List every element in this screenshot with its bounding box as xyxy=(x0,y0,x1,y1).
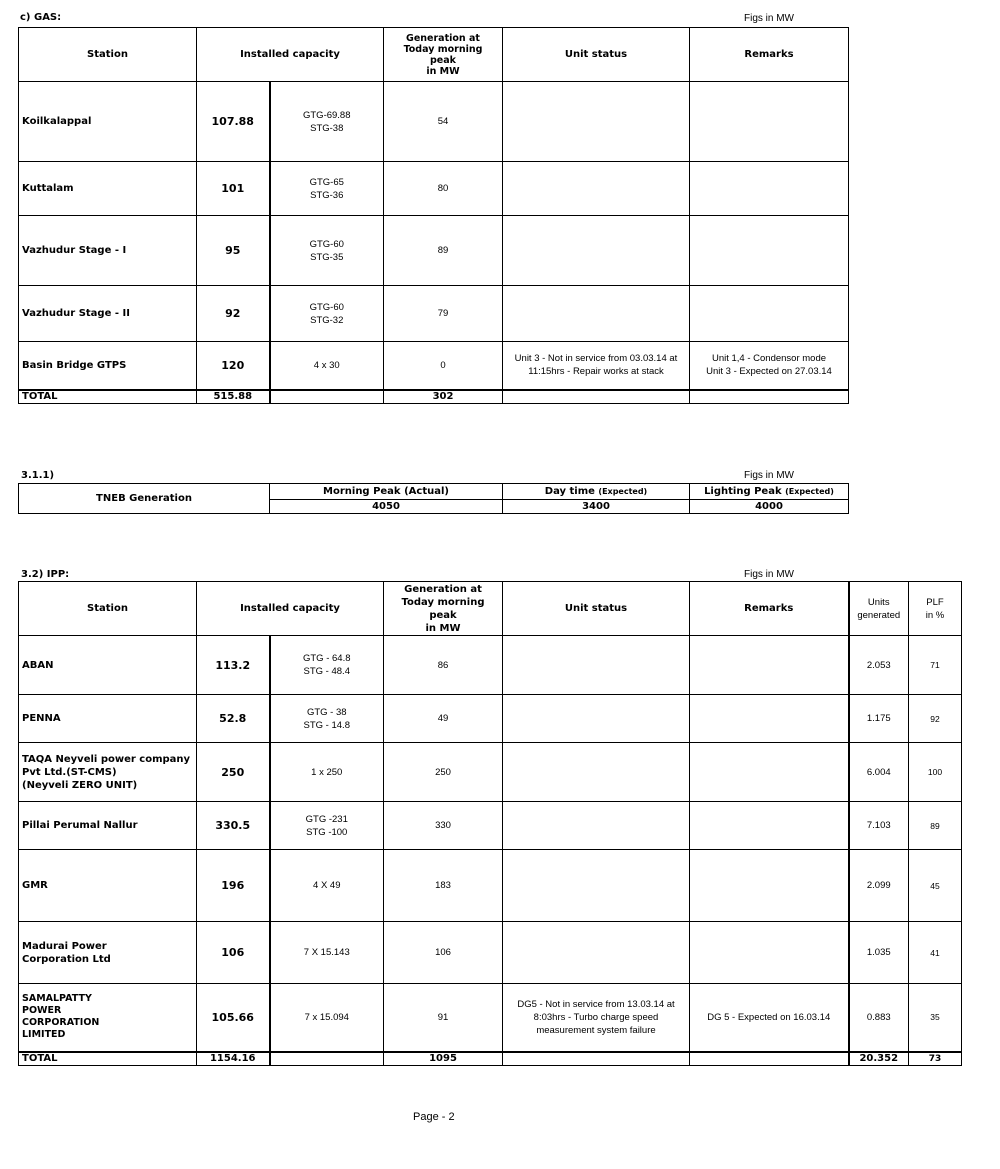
capacity-split: GTG-65 STG-36 xyxy=(270,162,384,216)
tneb-generation-label: TNEB Generation xyxy=(19,484,270,514)
lighting-peak-header xyxy=(690,484,849,500)
plf-value: 41 xyxy=(909,922,962,984)
station-name: PENNA xyxy=(19,695,197,743)
table-row xyxy=(19,802,962,850)
remarks xyxy=(690,850,849,922)
station-name: Pillai Perumal Nallur xyxy=(19,802,197,850)
ipp-figs-note: Figs in MW xyxy=(744,569,794,580)
installed-capacity: 95 xyxy=(197,216,270,286)
units-generated: 0.883 xyxy=(849,984,909,1052)
remarks xyxy=(690,162,849,216)
unit-status xyxy=(503,82,690,162)
station-name: TAQA Neyveli power company Pvt Ltd.(ST-CMS) (Neyveli ZERO UNIT) xyxy=(19,743,197,802)
unit-status: DG5 - Not in service from 13.03.14 at 8:03hrs - Turbo charge speed measurement system failure xyxy=(503,984,690,1052)
installed-capacity: 330.5 xyxy=(197,802,270,850)
remarks xyxy=(690,802,849,850)
ipp-header-generation: Generation at Today morning peak in MW xyxy=(384,582,503,636)
table-row xyxy=(19,695,962,743)
station-name: Madurai Power Corporation Ltd xyxy=(19,922,197,984)
station-name: Koilkalappal xyxy=(19,82,197,162)
generation-value: 330 xyxy=(384,802,503,850)
gas-header-generation: Generation at Today morning peak in MW xyxy=(384,28,503,82)
page-number: Page - 2 xyxy=(413,1111,455,1123)
plf-value: 89 xyxy=(909,802,962,850)
ipp-header-units: Units generated xyxy=(849,582,909,636)
capacity-split: 4 x 30 xyxy=(270,342,384,390)
generation-value: 79 xyxy=(384,286,503,342)
station-name: SAMALPATTY POWER CORPORATION LIMITED xyxy=(19,984,197,1052)
morning-peak-header xyxy=(270,484,503,500)
table-row xyxy=(19,342,849,390)
gas-section-title: c) GAS: xyxy=(20,12,62,23)
installed-capacity: 196 xyxy=(197,850,270,922)
remarks xyxy=(690,286,849,342)
capacity-split: 7 x 15.094 xyxy=(270,984,384,1052)
units-generated: 2.099 xyxy=(849,850,909,922)
morning-peak-label: Morning Peak xyxy=(323,486,401,497)
gas-header-installed: Installed capacity xyxy=(197,28,384,82)
ipp-header-installed: Installed capacity xyxy=(197,582,384,636)
ipp-header-plf: PLF in % xyxy=(909,582,962,636)
table-row xyxy=(19,743,962,802)
day-time-header xyxy=(503,484,690,500)
lighting-peak-sub: (Expected) xyxy=(785,487,834,496)
unit-status xyxy=(503,286,690,342)
generation-value: 86 xyxy=(384,636,503,695)
remarks xyxy=(690,922,849,984)
capacity-split: 4 X 49 xyxy=(270,850,384,922)
remarks xyxy=(690,743,849,802)
units-generated: 2.053 xyxy=(849,636,909,695)
capacity-split: 7 X 15.143 xyxy=(270,922,384,984)
station-name: Kuttalam xyxy=(19,162,197,216)
unit-status xyxy=(503,922,690,984)
unit-status xyxy=(503,636,690,695)
unit-status xyxy=(503,695,690,743)
installed-capacity: 120 xyxy=(197,342,270,390)
day-time-sub: (Expected) xyxy=(598,487,648,496)
table-row xyxy=(19,82,849,162)
generation-value: 49 xyxy=(384,695,503,743)
table-row xyxy=(19,984,962,1052)
ipp-table xyxy=(18,581,962,1066)
day-time-label: Day time xyxy=(544,486,595,497)
table-row xyxy=(19,162,849,216)
installed-capacity: 113.2 xyxy=(197,636,270,695)
total-generation: 302 xyxy=(384,390,503,404)
installed-capacity: 107.88 xyxy=(197,82,270,162)
empty-cell xyxy=(270,1052,384,1066)
gas-table xyxy=(18,27,849,404)
plf-value: 35 xyxy=(909,984,962,1052)
remarks xyxy=(690,636,849,695)
installed-capacity: 92 xyxy=(197,286,270,342)
empty-cell xyxy=(503,1052,690,1066)
ipp-header-remarks: Remarks xyxy=(690,582,849,636)
empty-cell xyxy=(270,390,384,404)
plf-value: 71 xyxy=(909,636,962,695)
capacity-split: GTG-69.88 STG-38 xyxy=(270,82,384,162)
plf-value: 100 xyxy=(909,743,962,802)
lighting-peak-label: Lighting Peak xyxy=(704,486,782,497)
empty-cell xyxy=(690,390,849,404)
morning-peak-value: 4050 xyxy=(270,500,503,514)
units-generated: 6.004 xyxy=(849,743,909,802)
remarks xyxy=(690,82,849,162)
remarks: DG 5 - Expected on 16.03.14 xyxy=(690,984,849,1052)
units-generated: 1.035 xyxy=(849,922,909,984)
station-name: Vazhudur Stage - II xyxy=(19,286,197,342)
plf-value: 45 xyxy=(909,850,962,922)
empty-cell xyxy=(690,1052,849,1066)
total-units: 20.352 xyxy=(849,1052,909,1066)
station-name: GMR xyxy=(19,850,197,922)
unit-status xyxy=(503,216,690,286)
capacity-split: GTG -231 STG -100 xyxy=(270,802,384,850)
generation-value: 183 xyxy=(384,850,503,922)
unit-status: Unit 3 - Not in service from 03.03.14 at 11:15hrs - Repair works at stack xyxy=(503,342,690,390)
installed-capacity: 106 xyxy=(197,922,270,984)
gas-header-remarks: Remarks xyxy=(690,28,849,82)
total-row xyxy=(19,390,849,404)
total-label: TOTAL xyxy=(19,1052,197,1066)
remarks xyxy=(690,216,849,286)
ipp-header-unit-status: Unit status xyxy=(503,582,690,636)
unit-status xyxy=(503,162,690,216)
morning-peak-sub: (Actual) xyxy=(404,486,449,497)
station-name: ABAN xyxy=(19,636,197,695)
capacity-split: 1 x 250 xyxy=(270,743,384,802)
installed-capacity: 52.8 xyxy=(197,695,270,743)
ipp-header-station: Station xyxy=(19,582,197,636)
remarks: Unit 1,4 - Condensor mode Unit 3 - Expected on 27.03.14 xyxy=(690,342,849,390)
empty-cell xyxy=(503,390,690,404)
total-plf: 73 xyxy=(909,1052,962,1066)
capacity-split: GTG - 38 STG - 14.8 xyxy=(270,695,384,743)
generation-value: 106 xyxy=(384,922,503,984)
total-row xyxy=(19,1052,962,1066)
generation-value: 0 xyxy=(384,342,503,390)
total-generation: 1095 xyxy=(384,1052,503,1066)
tneb-figs-note: Figs in MW xyxy=(744,470,794,481)
generation-value: 91 xyxy=(384,984,503,1052)
unit-status xyxy=(503,850,690,922)
generation-value: 250 xyxy=(384,743,503,802)
gas-header-station: Station xyxy=(19,28,197,82)
units-generated: 1.175 xyxy=(849,695,909,743)
capacity-split: GTG - 64.8 STG - 48.4 xyxy=(270,636,384,695)
tneb-table xyxy=(18,483,849,514)
day-time-value: 3400 xyxy=(503,500,690,514)
capacity-split: GTG-60 STG-35 xyxy=(270,216,384,286)
table-row xyxy=(19,286,849,342)
generation-value: 80 xyxy=(384,162,503,216)
lighting-peak-value: 4000 xyxy=(690,500,849,514)
gas-figs-note: Figs in MW xyxy=(744,13,794,24)
capacity-split: GTG-60 STG-32 xyxy=(270,286,384,342)
unit-status xyxy=(503,743,690,802)
ipp-section-title: 3.2) IPP: xyxy=(21,569,70,580)
table-row xyxy=(19,922,962,984)
table-row xyxy=(19,850,962,922)
total-capacity: 1154.16 xyxy=(197,1052,270,1066)
installed-capacity: 105.66 xyxy=(197,984,270,1052)
generation-value: 89 xyxy=(384,216,503,286)
station-name: Basin Bridge GTPS xyxy=(19,342,197,390)
table-row xyxy=(19,636,962,695)
remarks xyxy=(690,695,849,743)
total-label: TOTAL xyxy=(19,390,197,404)
units-generated: 7.103 xyxy=(849,802,909,850)
gas-header-unit-status: Unit status xyxy=(503,28,690,82)
plf-value: 92 xyxy=(909,695,962,743)
tneb-section-title: 3.1.1) xyxy=(21,470,55,481)
total-capacity: 515.88 xyxy=(197,390,270,404)
generation-value: 54 xyxy=(384,82,503,162)
station-name: Vazhudur Stage - I xyxy=(19,216,197,286)
installed-capacity: 101 xyxy=(197,162,270,216)
unit-status xyxy=(503,802,690,850)
installed-capacity: 250 xyxy=(197,743,270,802)
table-row xyxy=(19,216,849,286)
